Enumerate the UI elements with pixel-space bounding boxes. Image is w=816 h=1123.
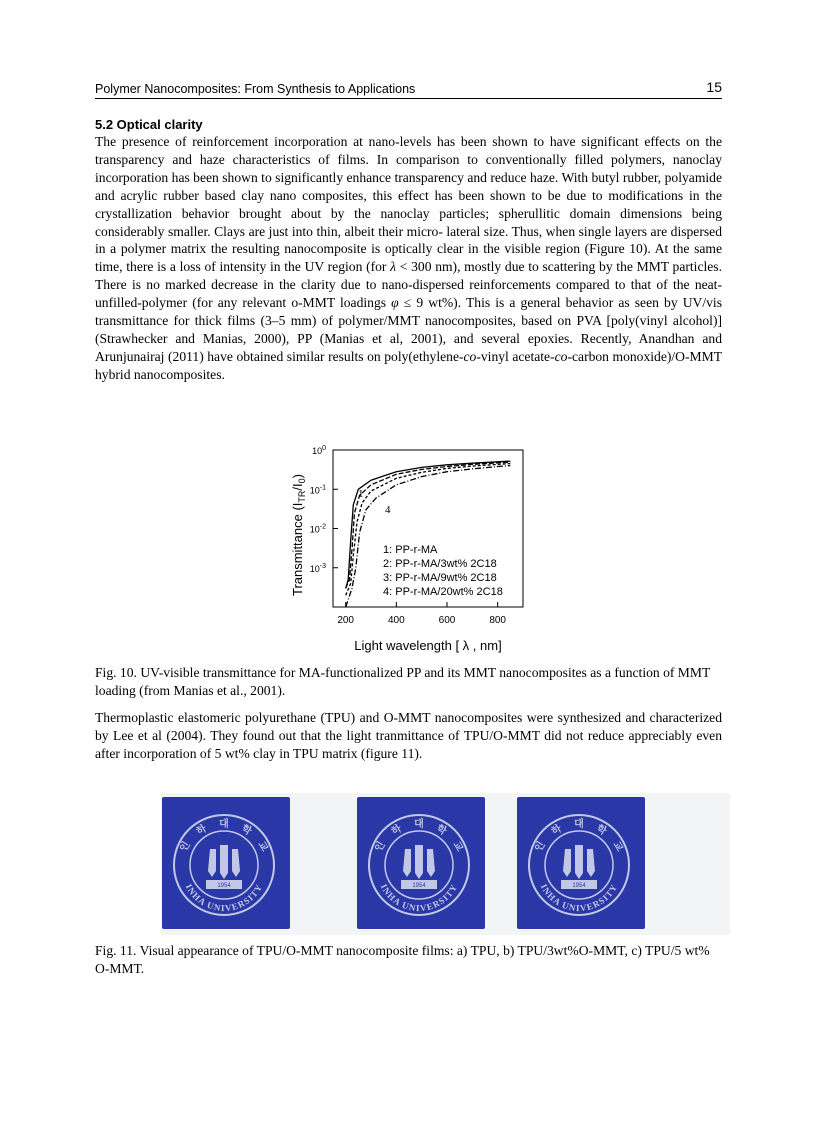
svg-text:INHA UNIVERSITY: INHA UNIVERSITY: [538, 882, 620, 914]
svg-text:학: 학: [594, 823, 609, 838]
film-photo-tpu: [162, 797, 290, 929]
figure-11-caption: Fig. 11. Visual appearance of TPU/O-MMT nanocomposite films: a) TPU, b) TPU/3wt%O-MMT, c) TPU/5 wt% O-MMT.: [95, 943, 710, 976]
curve-marker-4: 4: [385, 504, 391, 516]
running-title: Polymer Nanocomposites: From Synthesis to Applications: [95, 82, 416, 96]
paragraph-optical-clarity: [95, 133, 722, 384]
svg-text:인: 인: [533, 839, 548, 854]
figure-10-caption: Fig. 10. UV-visible transmittance for MA-functionalized PP and its MMT nanocomposites as a function of MMT loading (from Manias et al., 2001).: [95, 665, 711, 698]
italic-co: co: [554, 348, 568, 364]
italic-co: co: [463, 348, 477, 364]
svg-text:1954: 1954: [412, 883, 426, 889]
svg-text:대: 대: [414, 819, 424, 830]
x-tick-label: 200: [337, 615, 355, 626]
running-header: [95, 80, 722, 99]
text-run: -vinyl acetate-: [476, 348, 555, 364]
x-tick-label: 400: [387, 615, 405, 626]
y-tick-label: $10^{-2}$: [309, 523, 326, 535]
svg-text:INHA UNIVERSITY: INHA UNIVERSITY: [378, 882, 460, 914]
svg-text:교: 교: [450, 839, 465, 854]
section-heading: 5.2 Optical clarity: [95, 117, 203, 132]
y-tick-label: $10^{-3}$: [309, 562, 326, 574]
svg-text:1954: 1954: [217, 883, 231, 889]
svg-text:INHA UNIVERSITY: INHA UNIVERSITY: [183, 882, 265, 914]
phi-symbol: φ: [391, 295, 399, 311]
svg-text:인: 인: [178, 839, 193, 854]
svg-text:대: 대: [574, 819, 584, 830]
svg-text:대: 대: [219, 819, 229, 830]
y-tick-label: $10^0$: [312, 445, 326, 456]
page-number: 15: [706, 79, 722, 95]
text-run: -carbon monoxide)/O-MMT hybrid nanocomposites.: [95, 348, 723, 382]
svg-text:하: 하: [194, 823, 209, 838]
text-run: < 300 nm), mostly due to scattering by the MMT particles. There is no marked decrease in the clarity due to nano-dispersed reinforcements compared to that of the neat-unfilled-polymer (for any relevant o-MMT loadings: [95, 259, 722, 311]
svg-text:교: 교: [255, 839, 270, 854]
film-photo-tpu-3wt: [357, 797, 485, 929]
svg-text:인: 인: [373, 839, 388, 854]
svg-text:하: 하: [389, 823, 404, 838]
text-run: The presence of reinforcement incorporation at nano-levels has been shown to have significant effects on the transparency and haze characteristics of films. In comparison to conventionally filled polymers, nanoclay incorporation has been shown to significantly enhance transparency and reduce haze. With butyl rubber, polyamide and acrylic rubber based clay nano composites, this effect has been shown to be due to modifications in the crystallization behavior brought about by the nanoclay particles; spherullitic domain dimensions being considerably smaller. Clays are just into thin, albeit their micro- lateral size. Thus, when single layers are dispersed in a polymer matrix the resulting nanocomposite is optically clear in the visible region (Figure 10). At the same time, there is a loss of intensity in the UV region (for: [95, 134, 722, 275]
figure-10-transmittance-chart: [285, 440, 535, 660]
legend-entry: 1: PP-r-MA: [383, 544, 438, 556]
svg-text:교: 교: [610, 839, 625, 854]
x-tick-label: 800: [489, 615, 507, 626]
figure-11-film-photos: [161, 793, 730, 935]
x-tick-label: 600: [438, 615, 456, 626]
paragraph-tpu: Thermoplastic elastomeric polyurethane (TPU) and O-MMT nanocomposites were synthesized and characterized by Lee et al (2004). They found out that the light tranmittance of TPU/O-MMT did not reduce appreciably even after incorporation of 5 wt% clay in TPU matrix (figure 11).: [95, 710, 722, 761]
film-photo-tpu-5wt: [517, 797, 645, 929]
svg-text:학: 학: [239, 823, 254, 838]
legend-entry: 3: PP-r-MA/9wt% 2C18: [383, 572, 497, 584]
svg-text:하: 하: [549, 823, 564, 838]
x-axis-label: Light wavelength [ λ , nm]: [354, 638, 502, 653]
curve-marker-1: 1: [358, 488, 364, 500]
svg-text:학: 학: [434, 823, 449, 838]
legend: [380, 538, 520, 598]
text-run: ≤ 9 wt%). This is a general behavior as seen by UV/vis transmittance for thick films (3–5 mm) of polymer/MMT nanocomposites, based on PVA [poly(vinyl alcohol)] (Strawhecker and Manias, 2000), PP (Manias et al, 2001), and several epoxies. Recently, Anandhan and Arunjunairaj (2011) have obtained similar results on poly(ethylene-: [95, 295, 722, 364]
legend-entry: 4: PP-r-MA/20wt% 2C18: [383, 586, 503, 598]
y-axis-label: Transmittance $(I_{TR}/I_0)$: [290, 473, 307, 597]
y-tick-label: $10^{-1}$: [309, 484, 326, 496]
svg-text:1954: 1954: [572, 883, 586, 889]
legend-entry: 2: PP-r-MA/3wt% 2C18: [383, 558, 497, 570]
lambda-symbol: λ: [390, 259, 397, 275]
